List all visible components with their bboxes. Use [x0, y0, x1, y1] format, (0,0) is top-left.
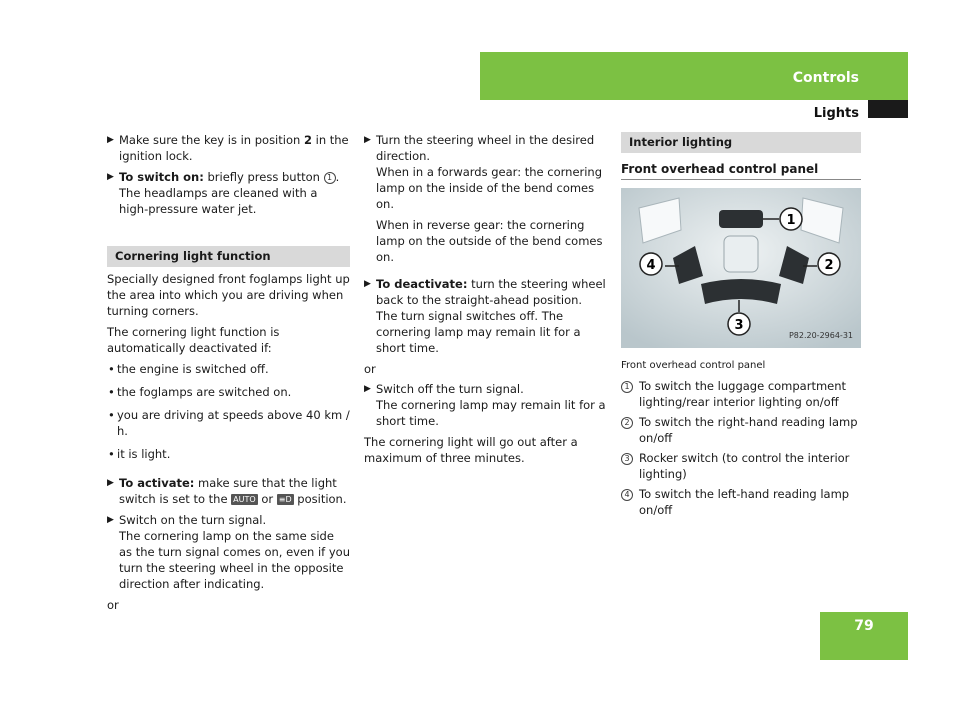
subsection-title: Lights: [813, 106, 859, 121]
column-left: [107, 132, 350, 613]
arrow-icon: ▶: [364, 135, 371, 145]
arrow-icon: ▶: [107, 478, 114, 488]
step-key-position: ▶ Make sure the key is in position 2 in the ignition lock.: [107, 133, 349, 163]
bullet-icon: •: [108, 447, 115, 461]
or-text: or: [364, 362, 376, 376]
arrow-icon: ▶: [364, 384, 371, 394]
bullet-icon: •: [108, 362, 115, 376]
section-heading-interior: Interior lighting: [621, 132, 861, 153]
step-activate: ▶ To activate: make sure that the light switch is set to the AUTO or ≡D position.: [107, 476, 347, 506]
paragraph: The cornering light will go out after a maximum of three minutes.: [364, 435, 578, 465]
callout-4: 4: [646, 258, 656, 273]
step-deactivate: ▶ To deactivate: turn the steering wheel back to the straight-ahead position. The turn signal switches off. The cornering lamp may remain lit for a short time.: [364, 277, 606, 355]
list-item: • the foglamps are switched on.: [108, 385, 292, 399]
legend-item: 1 To switch the luggage compartment lighting/rear interior lighting on/off: [621, 378, 861, 410]
legend-item: 2 To switch the right-hand reading lamp on/off: [621, 414, 861, 446]
overhead-panel-illustration: [621, 188, 861, 348]
page-number: 79: [854, 618, 874, 634]
section-heading-cornering: Cornering light function: [107, 246, 350, 267]
legend-item: 4 To switch the left-hand reading lamp on/off: [621, 486, 861, 518]
step-turn-signal: ▶ Switch on the turn signal. The cornering lamp on the same side as the turn signal comes on, even if you turn the steering wheel in the opposite direction after indicating.: [107, 513, 351, 591]
paragraph: The cornering light function is automatically deactivated if:: [107, 325, 280, 355]
arrow-icon: ▶: [107, 135, 114, 145]
or-text: or: [107, 598, 119, 612]
header-marker: [868, 100, 908, 118]
list-item: • it is light.: [108, 447, 171, 461]
bullet-icon: •: [108, 408, 115, 422]
auto-light-icon: AUTO: [233, 495, 256, 504]
column-right: [621, 132, 861, 522]
callout-4-icon: 4: [621, 489, 633, 501]
arrow-icon: ▶: [107, 172, 114, 182]
column-middle: [364, 132, 607, 466]
step-turn-wheel: ▶ Turn the steering wheel in the desired direction. When in a forwards gear: the cornering lamp on the inside of the bend comes on. When in reverse gear: the cornering lamp on the outside of the bend comes on.: [364, 133, 603, 264]
step-switch-off-signal: ▶ Switch off the turn signal. The cornering lamp may remain lit for a short time.: [364, 382, 606, 428]
legend-item: 3 Rocker switch (to control the interior lighting): [621, 450, 861, 482]
bullet-icon: •: [108, 385, 115, 399]
step-switch-on: ▶ To switch on: briefly press button 1 . The headlamps are cleaned with a high-pressure water jet.: [107, 170, 340, 216]
figure-caption: Front overhead control panel: [621, 360, 766, 371]
list-item: • the engine is switched off.: [108, 362, 269, 376]
callout-1: 1: [786, 213, 796, 228]
callout-2-icon: 2: [621, 417, 633, 429]
callout-1-icon: 1: [621, 381, 633, 393]
low-beam-icon: ≡D: [278, 495, 292, 504]
callout-1-icon: 1: [324, 172, 336, 184]
section-title: Controls: [792, 70, 859, 86]
callout-2: 2: [824, 258, 834, 273]
list-item: • you are driving at speeds above 40 km / h.: [108, 408, 350, 438]
callout-3-icon: 3: [621, 453, 633, 465]
figure-code: P82.20-2964-31: [788, 331, 853, 340]
callout-3: 3: [734, 318, 744, 333]
subheading-overhead-panel: Front overhead control panel: [621, 161, 861, 180]
paragraph: Specially designed front foglamps light up the area into which you are driving when turning corners.: [107, 272, 350, 318]
overhead-panel-photo: [621, 188, 861, 348]
arrow-icon: ▶: [107, 515, 114, 525]
arrow-icon: ▶: [364, 279, 371, 289]
